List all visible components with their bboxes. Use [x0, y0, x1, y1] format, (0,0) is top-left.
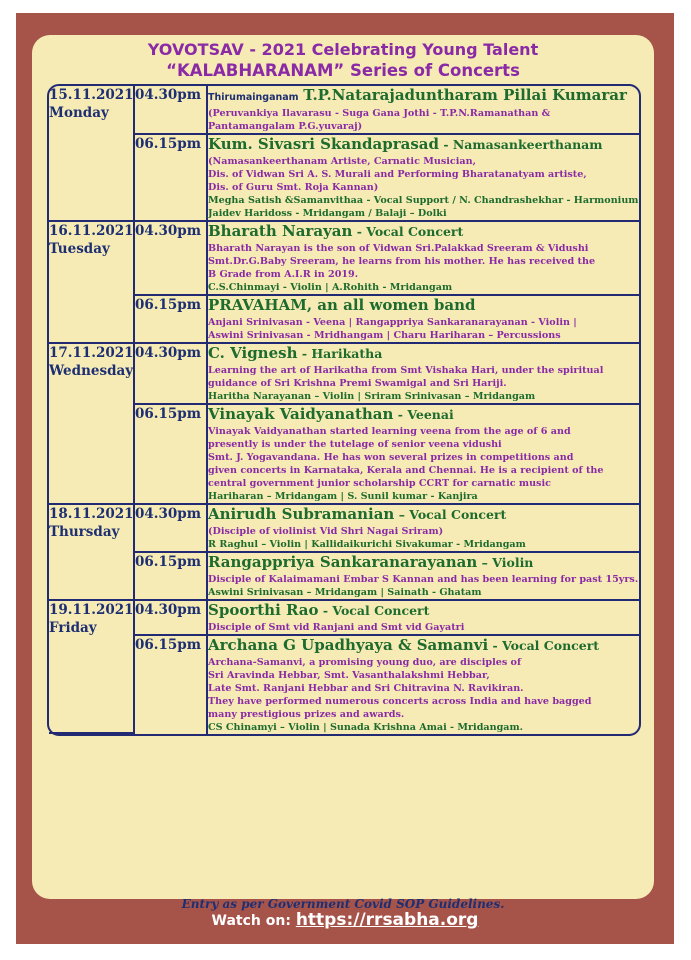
weekday-text: Thursday: [49, 524, 120, 540]
time-cell: 04.30pm: [135, 601, 208, 636]
accompanist-line: Jaidev Haridoss - Mridangam / Balaji – Dolki: [208, 208, 447, 219]
concert-type: - Harikatha: [297, 346, 383, 361]
artist-name: Spoorthi Rao: [208, 601, 319, 619]
artist-name: Kum. Sivasri Skandaprasad: [208, 135, 439, 153]
description-line: Late Smt. Ranjani Hebbar and Sri Chitravina N. Ravikiran.: [208, 683, 524, 694]
description-line: guidance of Sri Krishna Premi Swamigal and Sri Hariji.: [208, 378, 507, 389]
date-text: 16.11.2021: [49, 223, 134, 239]
description-line: Disciple of Kalaimamani Embar S Kannan and has been learning for past 15yrs.: [208, 574, 639, 585]
artist-name: Rangappriya Sankaranarayanan: [208, 553, 478, 571]
concert-type: - Namasankeerthanam: [438, 137, 603, 152]
event-cell: [208, 601, 639, 636]
description-line: Smt. J. Yogavandana. He has won several prizes in competitions and: [208, 452, 574, 463]
description-line: B Grade from A.I.R in 2019.: [208, 269, 359, 280]
weekday-text: Tuesday: [49, 241, 110, 257]
event-prefix: Thirumainganam: [208, 92, 299, 103]
event-cell: [208, 505, 639, 553]
description-line: Pantamangalam P.G.yuvaraj): [208, 121, 363, 132]
time-cell: 06.15pm: [135, 553, 208, 601]
event-cell: [208, 296, 639, 344]
artist-name: PRAVAHAM, an all women band: [208, 296, 476, 314]
time-cell: 06.15pm: [135, 405, 208, 505]
description-line: Dis. of Vidwan Sri A. S. Murali and Performing Bharatanatyam artiste,: [208, 169, 587, 180]
watch-on-line: [16, 910, 674, 930]
watch-on-label: Watch on:: [211, 913, 296, 929]
description-line: central government junior scholarship CCRT for carnatic music: [208, 478, 551, 489]
description-line: Sri Aravinda Hebbar, Smt. Vasanthalakshmi Hebbar,: [208, 670, 490, 681]
event-heading: [208, 86, 639, 107]
accompanist-line: C.S.Chinmayi - Violin | A.Rohith - Mridangam: [208, 282, 453, 293]
artist-name: Archana G Upadhyaya & Samanvi: [208, 636, 489, 654]
description-line: Archana-Samanvi, a promising young duo, are disciples of: [208, 657, 522, 668]
artist-name: T.P.Natarajaduntharam Pillai Kumarar: [303, 86, 627, 104]
concert-type: – Violin: [477, 555, 534, 570]
date-text: 19.11.2021: [49, 602, 134, 618]
event-heading: [208, 296, 639, 316]
watch-url-link[interactable]: https://rrsabha.org: [295, 910, 479, 930]
description-line: given concerts in Karnataka, Kerala and Chennai. He is a recipient of the: [208, 465, 604, 476]
schedule-row: [49, 553, 639, 601]
schedule-row: [49, 344, 639, 405]
accompanist-line: Hariharan – Mridangam | S. Sunil kumar - Kanjira: [208, 491, 478, 502]
description-line: many prestigious prizes and awards.: [208, 709, 405, 720]
accompanist-line: Aswini Srinivasan – Mridangam | Sainath - Ghatam: [208, 587, 482, 598]
concert-type: - Vocal Concert: [318, 603, 430, 618]
poster-panel: [32, 35, 654, 911]
artist-name: Anirudh Subramanian: [208, 505, 395, 523]
description-line: Dis. of Guru Smt. Roja Kannan): [208, 182, 379, 193]
date-text: 18.11.2021: [49, 506, 134, 522]
accompanist-line: R Raghul – Violin | Kallidaikurichi Sivakumar - Mridangam: [208, 539, 526, 550]
event-cell: [208, 553, 639, 601]
date-text: 17.11.2021: [49, 345, 134, 361]
event-heading: [208, 405, 639, 425]
schedule-row: [49, 86, 639, 135]
description-line: (Peruvankiya Ilavarasu - Suga Gana Jothi - T.P.N.Ramanathan &: [208, 108, 551, 119]
event-heading: [208, 135, 639, 155]
time-cell: 04.30pm: [135, 505, 208, 553]
event-cell: [208, 405, 639, 505]
artist-name: C. Vignesh: [208, 344, 298, 362]
day-cell: [49, 344, 135, 505]
schedule-row: [49, 636, 639, 734]
time-cell: 04.30pm: [135, 344, 208, 405]
description-line: presently is under the tutelage of senior veena vidushi: [208, 439, 502, 450]
description-line: Aswini Srinivasan - Mridhangam | Charu Hariharan – Percussions: [208, 330, 561, 341]
event-heading: [208, 344, 639, 364]
weekday-text: Wednesday: [49, 363, 134, 379]
concert-schedule-table: [47, 84, 641, 736]
poster-subtitle: “KALABHARANAM” Series of Concerts: [166, 61, 520, 80]
accompanist-line: Haritha Narayanan – Violin | Sriram Srinivasan – Mridangam: [208, 391, 536, 402]
description-line: Bharath Narayan is the son of Vidwan Sri.Palakkad Sreeram & Vidushi: [208, 243, 589, 254]
concert-type: - Vocal Concert: [488, 638, 600, 653]
description-line: Vinayak Vaidyanathan started learning veena from the age of 6 and: [208, 426, 571, 437]
poster-title: YOVOTSAV - 2021 Celebrating Young Talent: [147, 40, 539, 59]
description-line: Disciple of Smt vid Ranjani and Smt vid Gayatri: [208, 622, 465, 633]
event-heading: [208, 222, 639, 242]
covid-note: Entry as per Government Covid SOP Guidelines.: [181, 897, 505, 911]
time-cell: 06.15pm: [135, 636, 208, 734]
event-cell: [208, 86, 639, 135]
description-line: (Namasankeerthanam Artiste, Carnatic Musician,: [208, 156, 476, 167]
schedule-row: [49, 296, 639, 344]
day-cell: [49, 505, 135, 601]
time-cell: 04.30pm: [135, 86, 208, 135]
description-line: (Disciple of violinist Vid Shri Nagai Sriram): [208, 526, 444, 537]
weekday-text: Monday: [49, 105, 109, 121]
schedule-row: [49, 505, 639, 553]
time-cell: 06.15pm: [135, 296, 208, 344]
event-cell: [208, 135, 639, 222]
day-cell: [49, 222, 135, 344]
concert-type: - Veenai: [393, 407, 454, 422]
description-line: Learning the art of Harikatha from Smt Vishaka Hari, under the spiritual: [208, 365, 604, 376]
time-cell: 04.30pm: [135, 222, 208, 296]
event-heading: [208, 505, 639, 525]
schedule-row: [49, 405, 639, 505]
concert-type: - Vocal Concert: [352, 224, 464, 239]
day-cell: [49, 86, 135, 222]
date-text: 15.11.2021: [49, 87, 134, 103]
schedule-row: [49, 222, 639, 296]
concert-type: – Vocal Concert: [394, 507, 507, 522]
weekday-text: Friday: [49, 620, 97, 636]
poster-frame: [16, 13, 674, 944]
accompanist-line: Megha Satish &Samanvithaa - Vocal Support / N. Chandrashekhar - Harmonium: [208, 195, 639, 206]
artist-name: Bharath Narayan: [208, 222, 353, 240]
description-line: They have performed numerous concerts across India and have bagged: [208, 696, 592, 707]
time-cell: 06.15pm: [135, 135, 208, 222]
event-heading: [208, 553, 639, 573]
description-line: Anjani Srinivasan - Veena | Rangappriya Sankaranarayanan - Violin |: [208, 317, 577, 328]
day-cell: [49, 601, 135, 734]
schedule-row: [49, 601, 639, 636]
artist-name: Vinayak Vaidyanathan: [208, 405, 394, 423]
event-heading: [208, 636, 639, 656]
description-line: Smt.Dr.G.Baby Sreeram, he learns from his mother. He has received the: [208, 256, 596, 267]
accompanist-line: CS Chinamyi – Violin | Sunada Krishna Amai - Mridangam.: [208, 722, 524, 733]
event-heading: [208, 601, 639, 621]
schedule-row: [49, 135, 639, 222]
event-cell: [208, 636, 639, 734]
event-cell: [208, 344, 639, 405]
event-cell: [208, 222, 639, 296]
